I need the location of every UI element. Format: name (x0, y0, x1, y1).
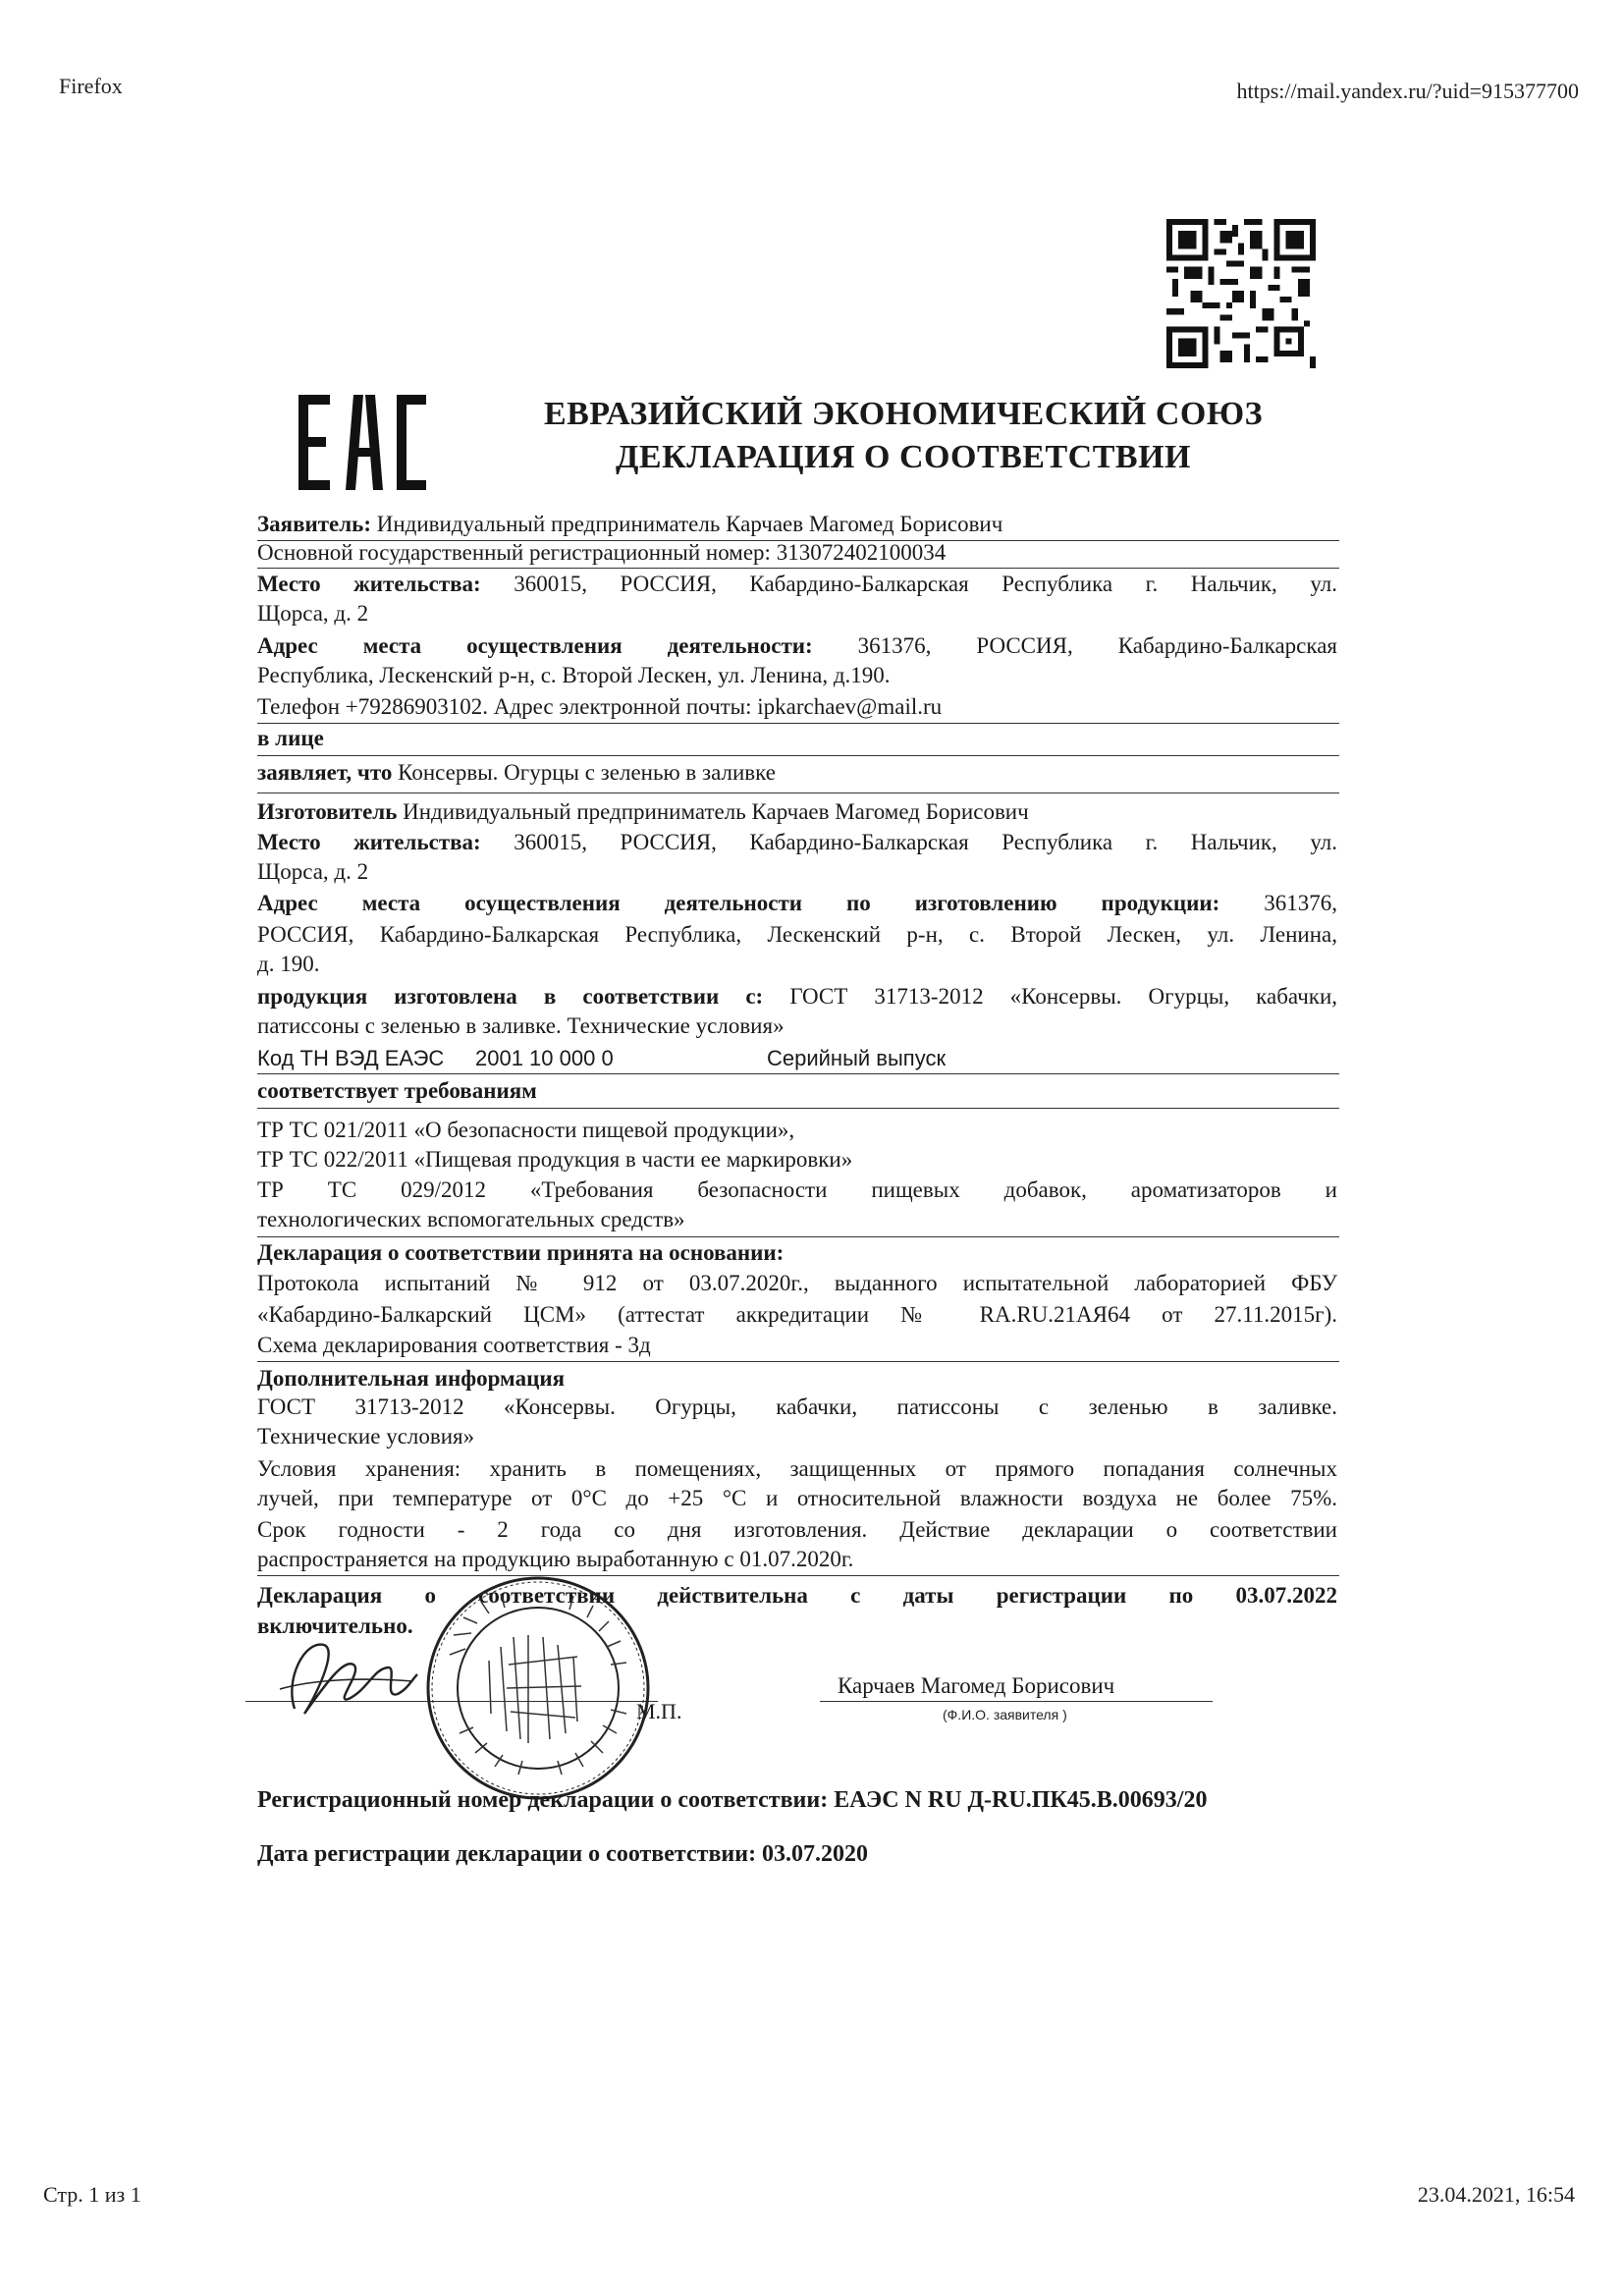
applicant-residence-label: Место жительства: (257, 572, 481, 596)
signer-caption: (Ф.И.О. заявителя ) (943, 1707, 1067, 1722)
basis-line: Схема декларирования соответствия - 3д (257, 1333, 651, 1357)
requirement-item: ТР ТС 029/2012 «Требования безопасности пищевых добавок, ароматизаторов и (257, 1177, 1337, 1202)
applicant-label: Заявитель: (257, 512, 371, 536)
registration-date: Дата регистрации декларации о соответствии: 03.07.2020 (257, 1841, 869, 1867)
applicant-residence-c: Щорса, д. 2 (257, 601, 369, 626)
tn-ved-label: Код ТН ВЭД ЕАЭС (257, 1046, 445, 1070)
in-person-label: в лице (257, 726, 324, 750)
eac-logo (295, 391, 430, 494)
applicant-contacts: Телефон +79286903102. Адрес электронной почты: ipkarchaev@mail.ru (257, 694, 943, 719)
basis-line: Протокола испытаний № 912 от 03.07.2020г., выданного испытательной лабораторией ФБУ (257, 1271, 1337, 1295)
manufacturer-residence-a: 360015, РОССИЯ, (514, 830, 717, 854)
stamp-place-label: М.П. (636, 1699, 682, 1723)
tn-ved-code: 2001 10 000 0 (475, 1046, 614, 1070)
applicant-activity-line (257, 631, 1337, 661)
applicant-activity-b: Кабардино-Балкарская (1117, 633, 1337, 658)
additional-info-line: Технические условия» (257, 1424, 475, 1449)
applicant-name: Индивидуальный предприниматель Карчаев Магомед Борисович (376, 512, 1003, 536)
divider (257, 568, 1339, 569)
production-address-line (257, 889, 1337, 918)
standard-text-b: патиссоны с зеленью в заливке. Технические условия» (257, 1013, 785, 1038)
requirement-item: технологических вспомогательных средств» (257, 1207, 685, 1231)
qr-code (1166, 219, 1316, 368)
divider (257, 723, 1339, 724)
standard-text-a: ГОСТ 31713-2012 «Консервы. Огурцы, кабачки, (789, 984, 1338, 1009)
round-seal (381, 1566, 676, 1810)
divider (257, 1108, 1339, 1109)
requirements-label: соответствует требованиям (257, 1078, 537, 1103)
divider (257, 1361, 1339, 1362)
additional-info-line: лучей, при температуре от 0°С до +25 °С и относительной влажности воздуха не более 75%. (257, 1486, 1337, 1510)
release-type: Серийный выпуск (767, 1046, 947, 1070)
standard-label: продукция изготовлена в соответствии с: (257, 984, 764, 1009)
applicant-line (257, 510, 1002, 539)
document-title-union: ЕВРАЗИЙСКИЙ ЭКОНОМИЧЕСКИЙ СОЮЗ (543, 396, 1264, 432)
basis-label: Декларация о соответствии принята на основании: (257, 1240, 785, 1265)
signer-name: Карчаев Магомед Борисович (838, 1673, 1115, 1698)
registration-number: Регистрационный номер декларации о соответствии: ЕАЭС N RU Д-RU.ПК45.В.00693/20 (257, 1787, 1208, 1813)
applicant-residence-a: 360015, РОССИЯ, (514, 572, 717, 596)
production-address-a: 361376, (1264, 891, 1337, 915)
standard-line (257, 982, 1337, 1011)
basis-line: «Кабардино-Балкарский ЦСМ» (аттестат аккредитации № RA.RU.21АЯ64 от 27.11.2015г). (257, 1302, 1337, 1327)
requirement-item: ТР ТС 022/2011 «Пищевая продукция в части ее маркировки» (257, 1147, 853, 1172)
manufacturer-residence-label: Место жительства: (257, 830, 481, 854)
additional-info-line: ГОСТ 31713-2012 «Консервы. Огурцы, кабачки, патиссоны с зеленью в заливке. (257, 1394, 1337, 1419)
manufacturer-residence-b: Кабардино-Балкарская Республика г. Нальчик, ул. (749, 830, 1338, 854)
manufacturer-label: Изготовитель (257, 799, 398, 824)
production-address-label: Адрес места осуществления деятельности по изготовлению продукции: (257, 891, 1220, 915)
declares-line (257, 758, 776, 788)
manufacturer-residence-line (257, 828, 1337, 857)
applicant-ogrn: Основной государственный регистрационный номер: 313072402100034 (257, 540, 947, 565)
print-datetime: 23.04.2021, 16:54 (1417, 2182, 1575, 2207)
production-address-c: д. 190. (257, 952, 320, 976)
additional-info-line: распространяется на продукцию выработанную с 01.07.2020г. (257, 1547, 854, 1571)
page-url[interactable]: https://mail.yandex.ru/?uid=915377700 (1236, 79, 1579, 103)
validity-line: включительно. (257, 1613, 413, 1638)
page-counter: Стр. 1 из 1 (43, 2182, 141, 2207)
declares-label: заявляет, что (257, 760, 393, 785)
signer-name-line (820, 1701, 1213, 1702)
applicant-residence-b: Кабардино-Балкарская Республика г. Нальчик, ул. (749, 572, 1338, 596)
production-address-b: РОССИЯ, Кабардино-Балкарская Республика, Лескенский р-н, с. Второй Лескен, ул. Ленина, (257, 922, 1337, 947)
requirement-item: ТР ТС 021/2011 «О безопасности пищевой продукции», (257, 1118, 795, 1142)
additional-info-line: Срок годности - 2 года со дня изготовления. Действие декларации о соответствии (257, 1517, 1337, 1542)
additional-info-label: Дополнительная информация (257, 1366, 566, 1391)
applicant-residence-line (257, 570, 1337, 599)
divider (257, 1073, 1339, 1074)
applicant-activity-label: Адрес места осуществления деятельности: (257, 633, 813, 658)
applicant-activity-a: 361376, РОССИЯ, (857, 633, 1073, 658)
validity-line: Декларация о соответствии действительна с даты регистрации по 03.07.2022 (257, 1583, 1337, 1608)
declared-product: Консервы. Огурцы с зеленью в заливке (398, 760, 776, 785)
manufacturer-name: Индивидуальный предприниматель Карчаев Магомед Борисович (403, 799, 1029, 824)
manufacturer-line (257, 797, 1029, 827)
applicant-activity-c: Республика, Лескенский р-н, с. Второй Лескен, ул. Ленина, д.190. (257, 663, 891, 687)
manufacturer-residence-c: Щорса, д. 2 (257, 859, 369, 884)
divider (257, 755, 1339, 756)
browser-name: Firefox (59, 74, 123, 98)
additional-info-line: Условия хранения: хранить в помещениях, защищенных от прямого попадания солнечных (257, 1456, 1337, 1481)
divider (257, 1236, 1339, 1237)
document-title-declaration: ДЕКЛАРАЦИЯ О СООТВЕТСТВИИ (616, 439, 1191, 475)
